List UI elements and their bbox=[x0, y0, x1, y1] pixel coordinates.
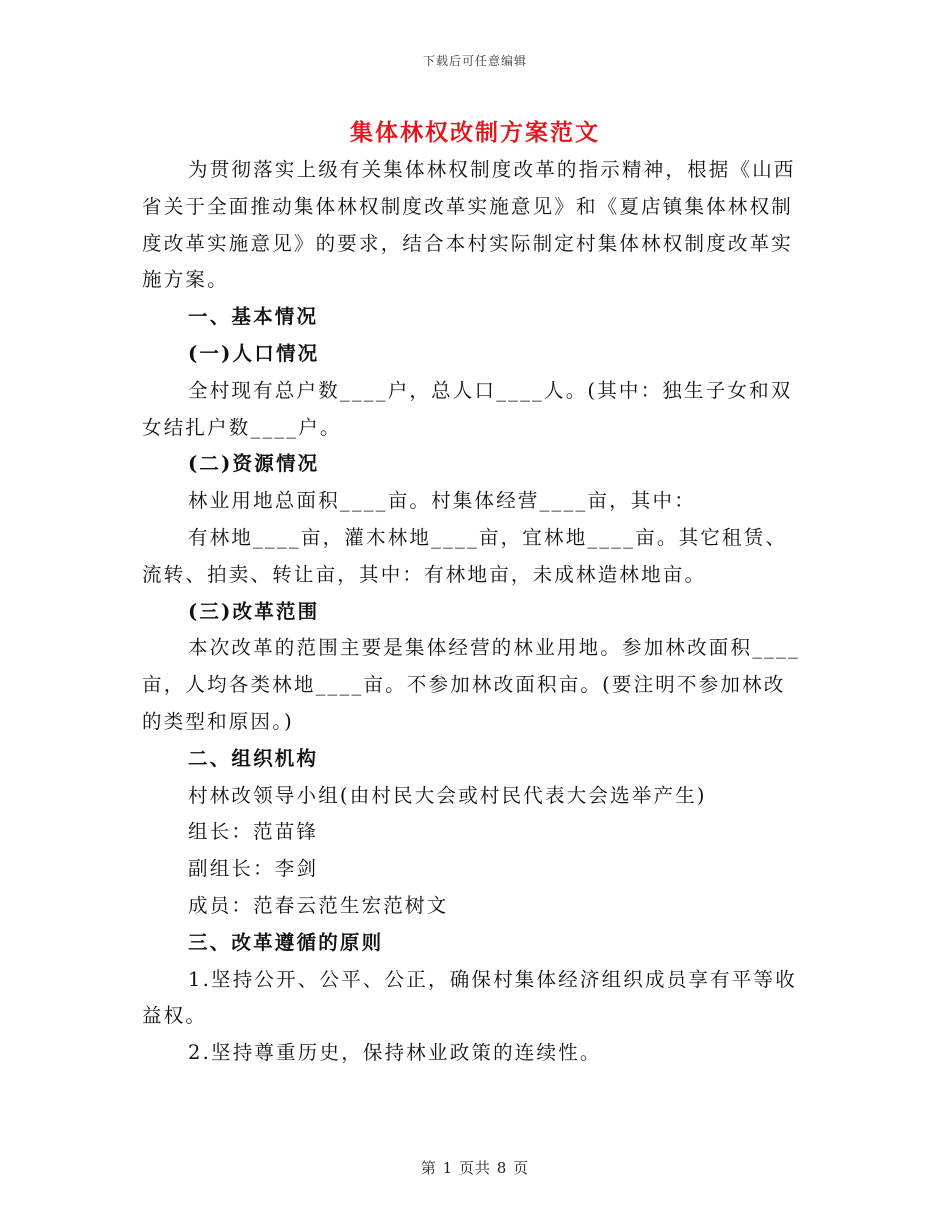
reform-scope-paragraph: 本次改革的范围主要是集体经营的林业用地。参加林改面积____亩，人均各类林地____亩。不参加林改面积亩。(要注明不参加林改的类型和原因。) bbox=[142, 636, 801, 733]
section-heading-basic-situation: 一、基本情况 bbox=[188, 305, 319, 329]
intro-paragraph: 为贯彻落实上级有关集体林权制度改革的指示精神，根据《山西省关于全面推动集体林权制度改革实施意见》和《夏店镇集体林权制度改革实施意见》的要求，结合本村实际制定村集体林权制度改革实施方案。 bbox=[142, 158, 796, 292]
group-leader-line: 组长：范苗锋 bbox=[188, 820, 319, 844]
section-heading-principles: 三、改革遵循的原则 bbox=[188, 930, 384, 954]
forest-land-detail-paragraph: 有林地____亩，灌木林地____亩，宜林地____亩。其它租赁、流转、拍卖、转让亩，其中：有林地亩，未成林造林地亩。 bbox=[142, 525, 788, 586]
principle-item-1: 1.坚持公开、公平、公正，确保村集体经济组织成员享有平等收益权。 bbox=[142, 967, 797, 1028]
document-title: 集体林权改制方案范文 bbox=[350, 119, 600, 146]
subsection-heading-reform-scope: (三)改革范围 bbox=[188, 599, 320, 623]
subsection-heading-resources: (二)资源情况 bbox=[188, 452, 320, 476]
members-line: 成员：范春云范生宏范树文 bbox=[188, 893, 449, 917]
section-heading-organization: 二、组织机构 bbox=[188, 746, 319, 770]
document-body bbox=[142, 152, 806, 1072]
page-number: 第 1 页共 8 页 bbox=[420, 1159, 530, 1177]
forest-land-total-paragraph: 林业用地总面积____亩。村集体经营____亩，其中： bbox=[188, 489, 696, 513]
subsection-heading-population: (一)人口情况 bbox=[188, 341, 320, 365]
leading-group-paragraph: 村林改领导小组(由村民大会或村民代表大会选举产生) bbox=[188, 783, 707, 807]
population-paragraph: 全村现有总户数____户，总人口____人。(其中：独生子女和双女结扎户数____户。 bbox=[142, 378, 793, 439]
principle-item-2: 2.坚持尊重历史，保持林业政策的连续性。 bbox=[188, 1041, 602, 1065]
deputy-leader-line: 副组长：李剑 bbox=[188, 857, 319, 881]
page-header-note: 下载后可任意编辑 bbox=[422, 54, 527, 68]
